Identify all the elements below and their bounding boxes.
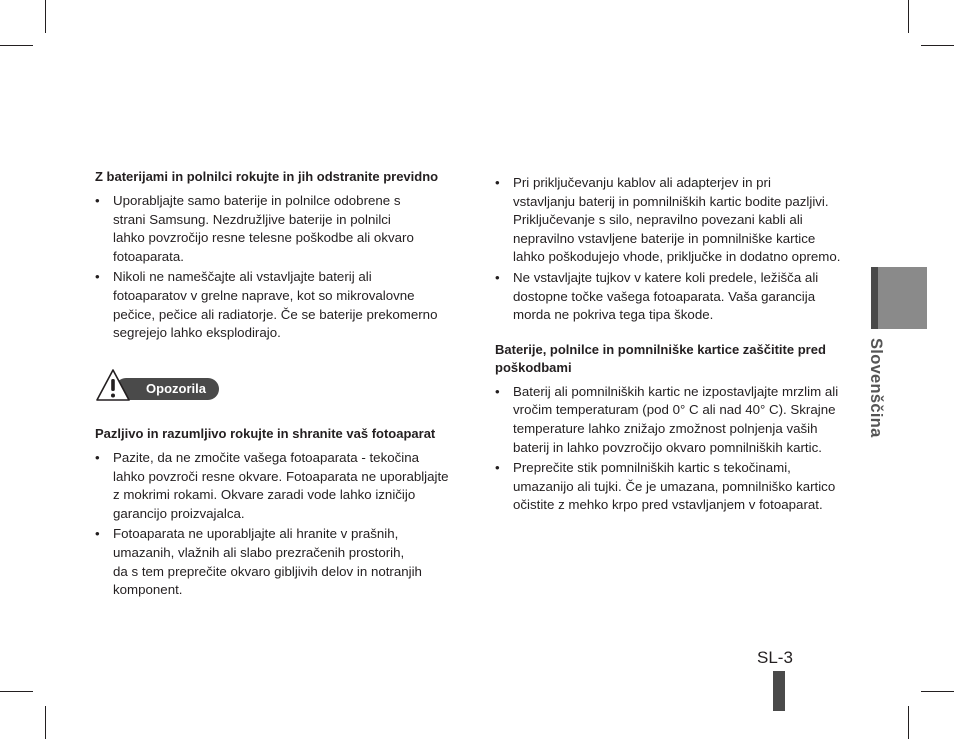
line: pečice, pečice ali radiatorje. Če se baterije prekomerno — [113, 306, 438, 322]
heading-line: Baterije, polnilce in pomnilniške kartice zaščitite pred — [495, 341, 826, 357]
bullet-list — [95, 449, 465, 600]
warning-badge — [95, 368, 225, 402]
line: Ne vstavljajte tujkov v katere koli predele, ležišča ali — [513, 269, 819, 285]
line: nepravilno vstavljene baterije in pomnilniške kartice — [513, 230, 816, 246]
line: Preprečite stik pomnilniških kartic s tekočinami, — [513, 460, 791, 476]
line: Baterij ali pomnilniških kartic ne izpostavljajte mrzlim ali — [513, 383, 839, 399]
line: Uporabljajte samo baterije in polnilce odobrene s — [113, 193, 401, 208]
list-item — [495, 459, 855, 515]
bullet-dot: • — [95, 269, 100, 285]
crop-mark — [0, 45, 33, 46]
line: lahko povzročijo resne telesne poškodbe ali okvaro — [113, 230, 414, 246]
line: Fotoaparata ne uporabljajte ali hranite v prašnih, — [113, 526, 399, 542]
line: očistite z mehko krpo pred vstavljanjem v fotoaparat. — [513, 497, 823, 513]
line: vstavljanju baterij in pomnilniških kartic bodite pazljivi. — [513, 193, 829, 209]
line: garancijo proizvajalca. — [113, 505, 245, 521]
crop-mark — [45, 0, 46, 33]
line: Priključevanje s silo, nepravilno povezani kabli ali — [513, 212, 803, 228]
language-label: Slovenščina — [867, 338, 885, 438]
bullet-list — [495, 174, 855, 325]
line: da s tem preprečite okvaro gibljivih delov in notranjih — [113, 563, 422, 579]
bullet-dot: • — [95, 526, 100, 542]
crop-mark — [0, 691, 33, 692]
right-column — [495, 174, 855, 517]
bullet-dot: • — [495, 383, 500, 399]
line: umazanijo ali tujki. Če je umazana, pomnilniško kartico — [513, 478, 836, 494]
bullet-dot: • — [495, 269, 500, 285]
list-item — [95, 449, 465, 523]
language-tab — [871, 267, 927, 329]
crop-mark — [921, 45, 954, 46]
bullet-dot: • — [95, 450, 100, 465]
line: segrejejo lahko eksplodirajo. — [113, 325, 281, 341]
line: umazanih, vlažnih ali slabo prezračenih prostorih, — [113, 544, 405, 560]
bullet-list — [95, 192, 465, 343]
left-section-batteries — [95, 168, 465, 345]
bullet-dot: • — [95, 193, 100, 208]
line: fotoaparata. — [113, 248, 184, 264]
line: temperature lahko znižajo zmožnost polnjenja vaših — [513, 420, 818, 436]
line: Pazite, da ne zmočite vašega fotoaparata - tekočina — [113, 450, 420, 465]
line: komponent. — [113, 582, 183, 598]
crop-mark — [921, 691, 954, 692]
warning-triangle-icon — [95, 368, 131, 402]
section-heading — [495, 341, 855, 377]
line: strani Samsung. Nezdružljive baterije in polnilci — [113, 211, 391, 227]
line: vročim temperaturam (pod 0° C ali nad 40° C). Skrajne — [513, 402, 836, 418]
heading-line: poškodbami — [495, 359, 572, 375]
line: baterij in lahko povzročijo okvaro pomnilniških kartic. — [513, 439, 822, 455]
section-heading: Z baterijami in polnilci rokujte in jih odstranite previdno — [95, 169, 439, 184]
crop-mark — [908, 0, 909, 33]
line: morda ne pokriva tega tipa škode. — [513, 307, 714, 323]
bullet-dot: • — [495, 460, 500, 476]
line: Nikoli ne nameščajte ali vstavljajte baterij ali — [113, 269, 372, 285]
list-item — [95, 192, 465, 266]
tab-stripe — [871, 267, 878, 329]
bullet-dot: • — [495, 175, 500, 190]
line: fotoaparatov v grelne naprave, kot so mikrovalovne — [113, 287, 415, 303]
list-item — [95, 268, 465, 342]
warning-label: Opozorila — [115, 378, 219, 400]
bullet-list — [495, 383, 855, 515]
line: lahko poškodujejo vhode, priključke in dodatno opremo. — [513, 249, 841, 265]
list-item — [95, 525, 465, 599]
left-section-camera-care — [95, 425, 465, 602]
line: z mokrimi rokami. Okvare zaradi vode lahko izničijo — [113, 487, 416, 503]
list-item — [495, 174, 855, 267]
line: lahko povzroči resne okvare. Fotoaparata ne uporabljajte — [113, 468, 449, 484]
page-marker-bar — [773, 671, 785, 711]
crop-mark — [908, 706, 909, 739]
line: dostopne točke vašega fotoaparata. Vaša garancija — [513, 288, 816, 304]
list-item — [495, 269, 855, 325]
line: Pri priključevanju kablov ali adapterjev in pri — [513, 175, 771, 190]
crop-mark — [45, 706, 46, 739]
page-number: SL-3 — [757, 648, 793, 667]
list-item — [495, 383, 855, 457]
section-heading: Pazljivo in razumljivo rokujte in shranite vaš fotoaparat — [95, 426, 436, 441]
